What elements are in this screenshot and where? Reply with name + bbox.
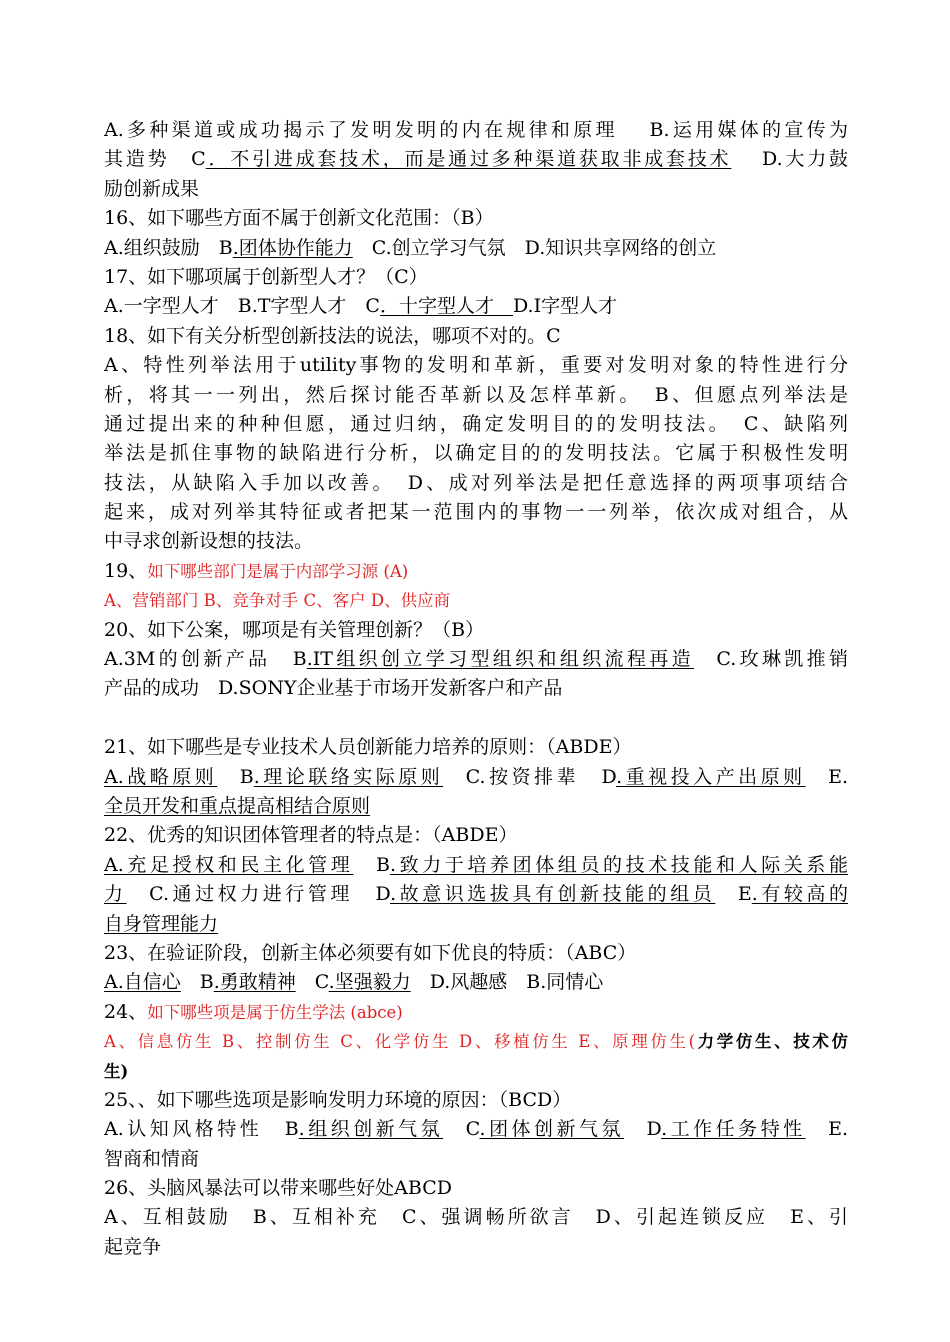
bold-note: 力学仿生、技术仿 <box>695 1032 848 1052</box>
underlined-answer: ．十字型人才 <box>379 295 513 318</box>
text-line: A.认知风格特性 B.组织创新气氛 C.团体创新气氛 D.工作任务特性 E. <box>104 1118 848 1141</box>
underlined-answer: .有较高的 <box>751 883 848 906</box>
text-line: 析，将其一一列出，然后探讨能否革新以及怎样革新。 B、但愿点列举法是 <box>104 383 848 406</box>
question-line: 18、如下有关分析型创新技法的说法，哪项不对的。C <box>104 324 561 347</box>
question-line: 16、如下哪些方面不属于创新文化范围：（B） <box>104 207 494 230</box>
text-line: A.一字型人才 B.T字型人才 C．十字型人才 D.I字型人才 <box>104 295 618 318</box>
red-question-text: 如下哪些部门是属于内部学习源 (A) <box>147 561 409 581</box>
text-line <box>104 792 848 821</box>
text-line: 起来，成对列举其特征或者把某一范围内的事物一一列举，依次成对组合，从 <box>104 501 848 524</box>
text-line: A.多种渠道或成功揭示了发明发明的内在规律和原理 B.运用媒体的宣传为 <box>104 119 848 141</box>
question-line: 17、如下哪项属于创新型人才？（C） <box>104 265 428 288</box>
underlined-answer: 自身管理能力 <box>104 912 219 935</box>
underlined-answer: .致力于培养团体组员的技术技能和人际关系能 <box>389 853 848 876</box>
question-line: 19、如下哪些部门是属于内部学习源 (A) <box>104 559 409 582</box>
underlined-answer: 力 <box>104 883 127 906</box>
underlined-answer: .重视投入产出原则 <box>616 765 806 788</box>
underlined-answer: .团体协作能力 <box>232 236 353 259</box>
question-line: 25、、如下哪些选项是影响发明力环境的原因：（BCD） <box>104 1088 572 1111</box>
red-question-text: 如下哪些项是属于仿生学法 (abce) <box>147 1002 403 1022</box>
underlined-answer: A.自信心 <box>104 971 181 994</box>
underlined-answer: .勇敢精神 <box>213 971 296 994</box>
underlined-answer: .组织创新气氛 <box>298 1118 444 1141</box>
text-line: 力 C.通过权力进行管理 D.故意识选拔具有创新技能的组员 E.有较高的 <box>104 883 848 906</box>
text-line: A.战略原则 B.理论联络实际原则 C.按资排辈 D.重视投入产出原则 E. <box>104 765 848 788</box>
question-line: 21、如下哪些是专业技术人员创新能力培养的原则：（ABDE） <box>104 736 632 759</box>
red-answer-line: A、营销部门 B、竞争对手 C、客户 D、供应商 <box>104 591 451 611</box>
blank-line <box>104 704 848 733</box>
text-line: 技法，从缺陷入手加以改善。 D、成对列举法是把任意选择的两项事项结合 <box>104 471 848 494</box>
text-line: 通过提出来的种种但愿，通过归纳，确定发明目的的发明技法。 C、缺陷列 <box>104 412 848 435</box>
text-line: A.组织鼓励 B.团体协作能力 C.创立学习气氛 D.知识共享网络的创立 <box>104 236 717 259</box>
text-line <box>104 1057 848 1086</box>
text-line: A、互相鼓励 B、互相补充 C、强调畅所欲言 D、引起连锁反应 E、引 <box>104 1206 848 1229</box>
text-line: A.3M的创新产品 B.IT组织创立学习型组织和组织流程再造 C.玫琳凯推销 <box>104 648 848 671</box>
underlined-answer: ．不引进成套技术，而是通过多种渠道获取非成套技术 <box>205 148 732 171</box>
underlined-answer: 全员开发和重点提高相结合原则 <box>104 794 371 817</box>
bold-note: 生) <box>104 1061 129 1081</box>
underlined-answer: .坚强毅力 <box>328 971 411 994</box>
text-line <box>104 910 848 939</box>
text-line: 产品的成功 D.SONY企业基于市场开发新客户和产品 <box>104 677 563 700</box>
text-line: 励创新成果 <box>104 177 200 200</box>
question-line: 26、头脑风暴法可以带来哪些好处ABCD <box>104 1177 452 1200</box>
question-line: 20、如下公案，哪项是有关管理创新？（B） <box>104 618 485 641</box>
underlined-answer: .工作任务特性 <box>661 1118 806 1141</box>
underlined-answer: .IT组织创立学习型组织和组织流程再造 <box>306 648 694 671</box>
underlined-answer: A.充足授权和民主化管理 <box>104 853 354 876</box>
underlined-answer: .故意识选拔具有创新技能的组员 <box>390 883 716 906</box>
text-line: A、特性列举法用于utility事物的发明和革新，重要对发明对象的特性进行分 <box>104 354 848 377</box>
text-line: 起竞争 <box>104 1235 162 1258</box>
text-line: 举法是抓住事物的缺陷进行分析，以确定目的的发明技法。它属于积极性发明 <box>104 442 848 465</box>
text-line: A.自信心 B.勇敢精神 C.坚强毅力 D.风趣感 B.同情心 <box>104 971 604 994</box>
text-line: 中寻求创新设想的技法。 <box>104 530 314 553</box>
question-line: 22、优秀的知识团体管理者的特点是：（ABDE） <box>104 824 518 847</box>
underlined-answer: .团体创新气氛 <box>479 1118 625 1141</box>
underlined-answer: A.战略原则 <box>104 765 218 788</box>
document-page <box>104 116 848 1262</box>
red-answer-line: A、信息仿生 B、控制仿生 C、化学仿生 D、移植仿生 E、原理仿生(力学仿生、技术仿 <box>104 1032 848 1052</box>
underlined-answer: .理论联络实际原则 <box>253 765 444 788</box>
text-line: 其造势 C．不引进成套技术，而是通过多种渠道获取非成套技术 D.大力鼓 <box>104 148 848 171</box>
question-line: 23、在验证阶段，创新主体必须要有如下优良的特质：（ABC） <box>104 941 637 964</box>
question-line: 24、如下哪些项是属于仿生学法 (abce) <box>104 1000 403 1023</box>
text-line: A.充足授权和民主化管理 B.致力于培养团体组员的技术技能和人际关系能 <box>104 853 848 876</box>
text-line: 智商和情商 <box>104 1147 200 1170</box>
